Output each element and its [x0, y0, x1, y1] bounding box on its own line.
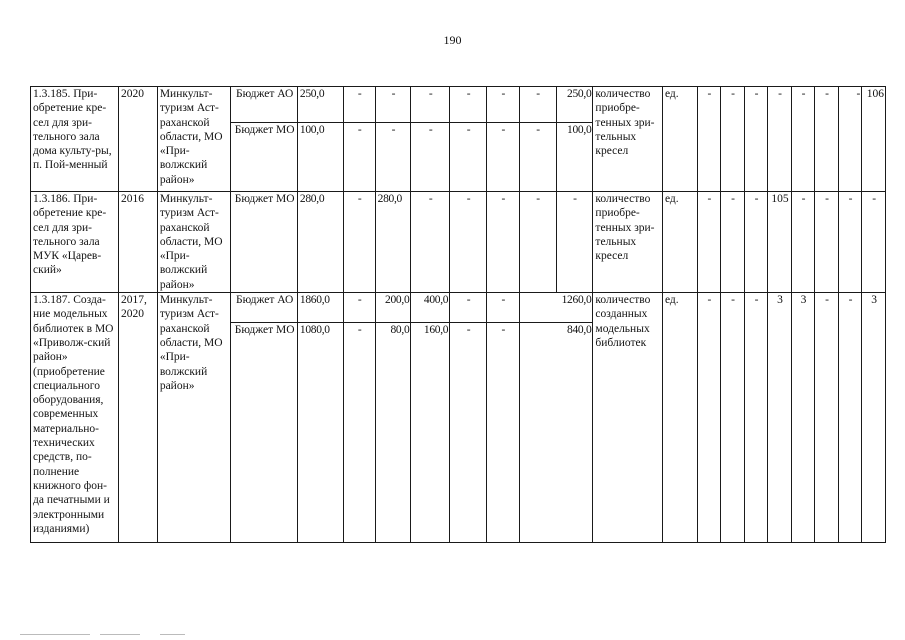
- funding-year-value: 1260,0: [519, 293, 593, 323]
- indicator-value: -: [744, 293, 768, 543]
- funding-year-value: -: [519, 192, 556, 293]
- funding-year-value: -: [343, 293, 375, 323]
- funding-year-value: -: [343, 123, 375, 192]
- funding-year-value: -: [343, 323, 375, 543]
- scan-artifact: [0, 630, 905, 640]
- funding-year-value: -: [487, 192, 520, 293]
- indicator-name: количество приобре-тенных зри-тельных кресел: [593, 192, 663, 293]
- indicator-value: -: [791, 87, 815, 192]
- measure-year: 2016: [118, 192, 157, 293]
- measure-year: 2020: [118, 87, 157, 192]
- funding-source: Бюджет АО: [231, 293, 297, 323]
- funding-year-value: -: [519, 123, 556, 192]
- program-table: [30, 86, 886, 543]
- funding-total: 1860,0: [297, 293, 343, 323]
- indicator-value: -: [721, 87, 745, 192]
- indicator-value: -: [697, 293, 721, 543]
- indicator-value: -: [838, 87, 862, 192]
- funding-source: Бюджет МО: [231, 192, 297, 293]
- funding-year-value: -: [450, 293, 487, 323]
- indicator-value: -: [744, 87, 768, 192]
- measure-name: 1.3.187. Созда-ние модельных библиотек в МО «Приволж-ский район» (приобретение специального оборудования, современных материально-технических средств, по-полнение книжного фон-да печатными и электронными изданиями): [31, 293, 119, 543]
- indicator-value: -: [721, 293, 745, 543]
- indicator-value: -: [862, 192, 886, 293]
- funding-year-value: -: [450, 87, 487, 123]
- funding-year-value: -: [411, 123, 450, 192]
- funding-year-value: 250,0: [556, 87, 593, 123]
- indicator-value: -: [838, 192, 862, 293]
- indicator-value: 106: [862, 87, 886, 192]
- funding-year-value: 840,0: [519, 323, 593, 543]
- measure-executor: Минкульт-туризм Аст-раханской области, МО «При-волжский район»: [157, 293, 231, 543]
- indicator-value: -: [697, 192, 721, 293]
- funding-year-value: -: [487, 293, 520, 323]
- indicator-value: -: [791, 192, 815, 293]
- indicator-unit: ед.: [662, 293, 697, 543]
- funding-year-value: -: [375, 87, 411, 123]
- indicator-value: -: [697, 87, 721, 192]
- indicator-unit: ед.: [662, 87, 697, 192]
- funding-year-value: -: [375, 123, 411, 192]
- indicator-value: 105: [768, 192, 792, 293]
- funding-source: Бюджет АО: [231, 87, 297, 123]
- indicator-value: -: [815, 293, 839, 543]
- measure-executor: Минкульт-туризм Аст-раханской области, МО «При-волжский район»: [157, 87, 231, 192]
- funding-year-value: -: [450, 323, 487, 543]
- table-row: [31, 293, 886, 323]
- indicator-value: 3: [768, 293, 792, 543]
- indicator-value: -: [721, 192, 745, 293]
- funding-year-value: 160,0: [411, 323, 450, 543]
- funding-year-value: 280,0: [375, 192, 411, 293]
- funding-total: 100,0: [297, 123, 343, 192]
- indicator-value: -: [815, 192, 839, 293]
- indicator-value: 3: [862, 293, 886, 543]
- table-row: [31, 87, 886, 123]
- measure-executor: Минкульт-туризм Аст-раханской области, МО «При-волжский район»: [157, 192, 231, 293]
- funding-total: 280,0: [297, 192, 343, 293]
- funding-year-value: 80,0: [375, 323, 411, 543]
- funding-year-value: -: [450, 123, 487, 192]
- indicator-name: количество приобре-тенных зри-тельных кресел: [593, 87, 663, 192]
- table-row: [31, 192, 886, 293]
- funding-year-value: -: [519, 87, 556, 123]
- indicator-value: 3: [791, 293, 815, 543]
- funding-total: 1080,0: [297, 323, 343, 543]
- funding-year-value: 100,0: [556, 123, 593, 192]
- funding-source: Бюджет МО: [231, 323, 297, 543]
- funding-year-value: -: [343, 192, 375, 293]
- measure-name: 1.3.185. При-обретение кре-сел для зри-тельного зала дома культу-ры, п. Пой-менный: [31, 87, 119, 192]
- indicator-value: -: [768, 87, 792, 192]
- measure-name: 1.3.186. При-обретение кре-сел для зри-тельного зала МУК «Царев-ский»: [31, 192, 119, 293]
- funding-year-value: -: [450, 192, 487, 293]
- indicator-value: -: [815, 87, 839, 192]
- funding-year-value: -: [411, 192, 450, 293]
- funding-year-value: 200,0: [375, 293, 411, 323]
- indicator-name: количество созданных модельных библиотек: [593, 293, 663, 543]
- funding-year-value: -: [411, 87, 450, 123]
- indicator-value: -: [838, 293, 862, 543]
- funding-year-value: -: [487, 323, 520, 543]
- funding-year-value: -: [487, 87, 520, 123]
- funding-year-value: 400,0: [411, 293, 450, 323]
- funding-total: 250,0: [297, 87, 343, 123]
- page-number: 190: [443, 33, 462, 47]
- indicator-unit: ед.: [662, 192, 697, 293]
- measure-year: 2017, 2020: [118, 293, 157, 543]
- funding-year-value: -: [487, 123, 520, 192]
- funding-year-value: -: [343, 87, 375, 123]
- funding-year-value: -: [556, 192, 593, 293]
- funding-source: Бюджет МО: [231, 123, 297, 192]
- indicator-value: -: [744, 192, 768, 293]
